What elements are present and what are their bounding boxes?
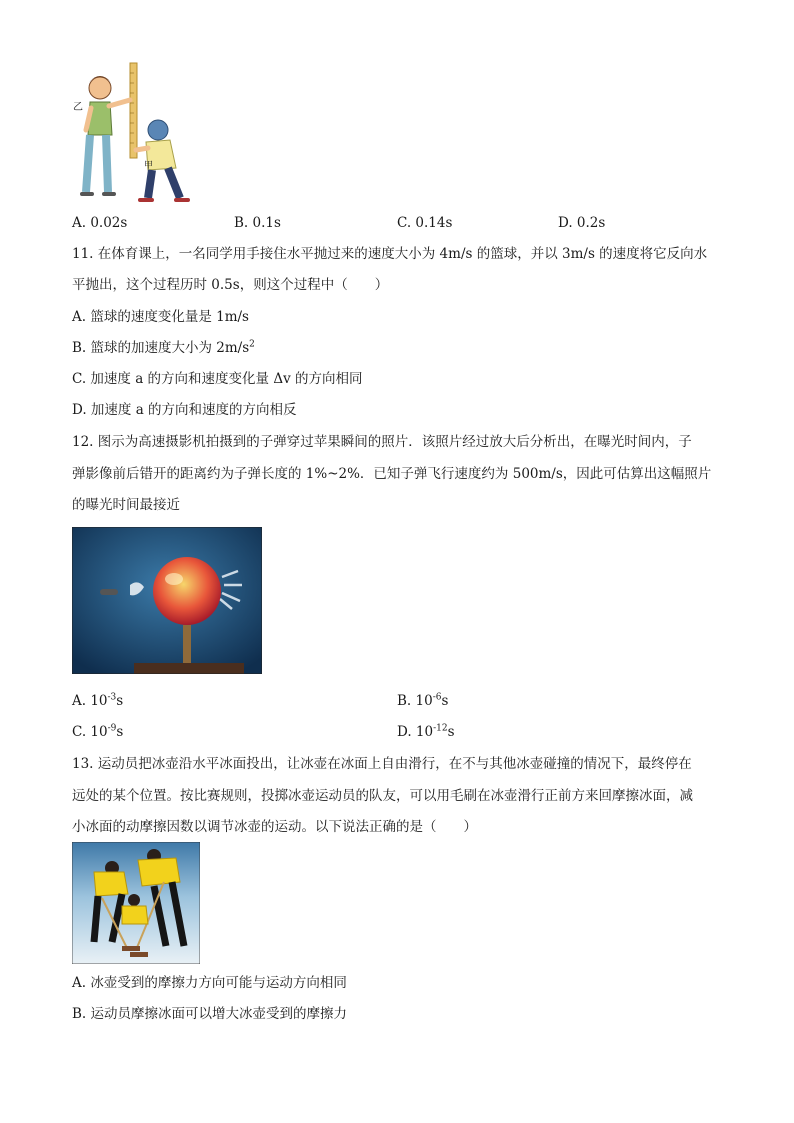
q11-option-b: B. 篮球的加速度大小为 $2m/s^2$ (72, 339, 255, 356)
q12-option-a: A. $10^{-3}s$ (72, 692, 124, 709)
person-yi (82, 76, 130, 194)
person-jia (136, 120, 188, 200)
q11-option-c: C. 加速度 a 的方向和速度变化量 Δv 的方向相同 (72, 371, 363, 387)
q12-stem-line2: 弹影像前后错开的距离约为子弹长度的 1%~2%．已知子弹飞行速度约为 500m/s，因此可估算出这幅照片 (72, 466, 712, 482)
q10-option-d: D. 0.2s (558, 215, 606, 231)
ruler (130, 63, 137, 158)
q12-option-d: D. $10^{-12}s$ (397, 723, 455, 740)
q12-option-b: B. $10^{-6}s$ (397, 692, 449, 709)
q13-stem-line1: 13. 运动员把冰壶沿水平冰面投出，让冰壶在冰面上自由滑行，在不与其他冰壶碰撞的情况下，最终停在 (72, 756, 692, 772)
q10-option-b: B. 0.1s (234, 215, 281, 231)
q13-stem-line2: 远处的某个位置。按比赛规则，投掷冰壶运动员的队友，可以用毛刷在冰壶滑行正前方来回摩擦冰面，减 (72, 788, 693, 804)
q10-option-c: C. 0.14s (397, 215, 453, 231)
label-jia: 甲 (144, 161, 154, 171)
q11-stem-line2: 平抛出，这个过程历时 0.5s，则这个过程中（ ） (72, 277, 389, 293)
stand-post (183, 625, 191, 665)
q12-stem-line3: 的曝光时间最接近 (72, 497, 180, 513)
q11-option-d: D. 加速度 a 的方向和速度的方向相反 (72, 402, 297, 418)
curling-photo (72, 842, 200, 964)
q12-stem-line1: 12. 图示为高速摄影机拍摄到的子弹穿过苹果瞬间的照片．该照片经过放大后分析出，在曝光时间内，子 (72, 434, 692, 450)
ruler-reaction-figure (72, 60, 192, 205)
q10-option-a: A. 0.02s (72, 215, 128, 231)
broom-head-right (130, 952, 148, 957)
broom-head-left (122, 946, 140, 951)
stand-base (134, 663, 244, 674)
q13-option-a: A. 冰壶受到的摩擦力方向可能与运动方向相同 (72, 975, 347, 991)
q11-option-a: A. 篮球的速度变化量是 1m/s (72, 309, 249, 325)
apple (153, 557, 221, 625)
label-yi: 乙 (73, 102, 83, 113)
bullet-apple-photo (72, 527, 262, 674)
q13-stem-line3: 小冰面的动摩擦因数以调节冰壶的运动。以下说法正确的是（ ） (72, 819, 477, 835)
bullet (100, 589, 118, 595)
q11-stem-line1: 11. 在体育课上，一名同学用手接住水平抛过来的速度大小为 4m/s 的篮球，并以 3m/s 的速度将它反向水 (72, 246, 708, 262)
q12-option-c: C. $10^{-9}s$ (72, 723, 124, 740)
q13-option-b: B. 运动员摩擦冰面可以增大冰壶受到的摩擦力 (72, 1006, 348, 1022)
